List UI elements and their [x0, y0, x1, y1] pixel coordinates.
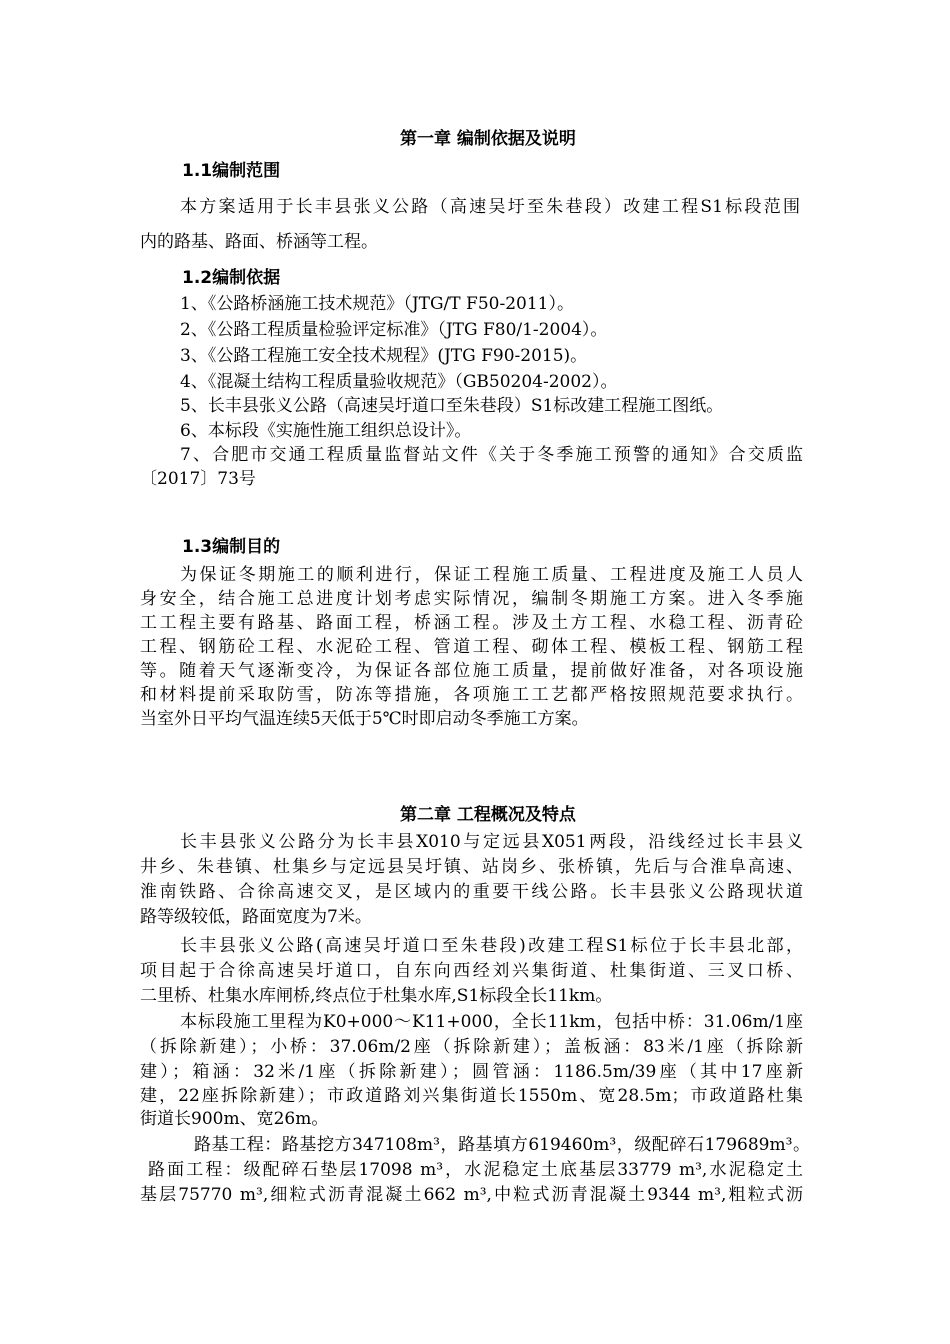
section-1-1-line-2: 内的路基、路面、桥涵等工程。: [140, 232, 378, 252]
quantities-line-3: 基层75770 m³,细粒式沥青混凝土662 m³,中粒式沥青混凝土9344 m³,粗粒式沥: [140, 1185, 803, 1205]
section-1-3-line-7: 当室外日平均气温连续5天低于5℃时即启动冬季施工方案。: [140, 709, 589, 729]
section-1-3-line-2: 身安全，结合施工总进度计划考虑实际情况，编制冬期施工方案。进入冬季施: [140, 589, 803, 609]
overview-p3-line-1: 本标段施工里程为K0+000～K11+000，全长11km，包括中桥：31.06m/1座: [180, 1012, 803, 1032]
overview-p2-line-1: 长丰县张义公路(高速吴圩道口至朱巷段)改建工程S1标位于长丰县北部，: [180, 936, 803, 956]
reference-item-5: 5、长丰县张义公路（高速吴圩道口至朱巷段）S1标改建工程施工图纸。: [180, 396, 724, 416]
overview-p1-line-2: 井乡、朱巷镇、杜集乡与定远县吴圩镇、站岗乡、张桥镇，先后与合淮阜高速、: [140, 857, 803, 877]
overview-p3-line-3: 建）；箱涵：32米/1座（拆除新建）；圆管涵：1186.5m/39座（其中17座新: [140, 1062, 803, 1082]
section-1-1-heading: 1.1编制范围: [182, 161, 281, 181]
section-1-3-heading: 1.3编制目的: [182, 537, 281, 557]
reference-item-1: 1、《公路桥涵施工技术规范》（JTG/T F50-2011）。: [180, 294, 574, 314]
section-1-3-line-3: 工工程主要有路基、路面工程，桥涵工程。涉及土方工程、水稳工程、沥青砼: [140, 613, 803, 633]
overview-p3-line-4: 建，22座拆除新建）；市政道路刘兴集街道长1550m、宽28.5m；市政道路杜集: [140, 1086, 803, 1106]
section-1-3-line-1: 为保证冬期施工的顺利进行，保证工程施工质量、工程进度及施工人员人: [180, 565, 803, 585]
reference-item-2: 2、《公路工程质量检验评定标准》（JTG F80/1-2004）。: [180, 320, 608, 340]
overview-p3-line-2: （拆除新建）；小桥：37.06m/2座（拆除新建）；盖板涵：83米/1座（拆除新: [140, 1037, 803, 1057]
section-1-3-line-6: 和材料提前采取防雪，防冻等措施，各项施工工艺都严格按照规范要求执行。: [140, 685, 803, 705]
section-1-3-line-4: 工程、钢筋砼工程、水泥砼工程、管道工程、砌体工程、模板工程、钢筋工程: [140, 637, 803, 657]
overview-p1-line-4: 路等级较低，路面宽度为7米。: [140, 907, 372, 927]
section-1-3-line-5: 等。随着天气逐渐变冷，为保证各部位施工质量，提前做好准备，对各项设施: [140, 661, 803, 681]
overview-p2-line-3: 二里桥、杜集水库闸桥,终点位于杜集水库,S1标段全长11km。: [140, 986, 613, 1006]
section-1-2-heading: 1.2编制依据: [182, 268, 281, 288]
overview-p3-line-5: 街道长900m、宽26m。: [140, 1109, 329, 1129]
quantities-line-2: 路面工程：级配碎石垫层17098 m³，水泥稳定土底基层33779 m³,水泥稳定土: [148, 1160, 803, 1180]
overview-p2-line-2: 项目起于合徐高速吴圩道口，自东向西经刘兴集街道、杜集街道、三叉口桥、: [140, 961, 803, 981]
reference-item-3: 3、《公路工程施工安全技术规程》(JTG F90-2015)。: [180, 346, 588, 366]
section-1-1-line-1: 本方案适用于长丰县张义公路（高速吴圩至朱巷段）改建工程S1标段范围: [180, 197, 800, 217]
reference-item-7: 7、合肥市交通工程质量监督站文件《关于冬季施工预警的通知》合交质监: [180, 445, 803, 465]
chapter-1-title: 第一章 编制依据及说明: [400, 129, 576, 149]
reference-item-4: 4、《混凝土结构工程质量验收规范》（GB50204-2002）。: [180, 372, 618, 392]
reference-item-7-cont: 〔2017〕73号: [140, 469, 256, 489]
quantities-line-1: 路基工程：路基挖方347108m³，路基填方619460m³，级配碎石179689m³。: [194, 1135, 810, 1155]
reference-item-6: 6、本标段《实施性施工组织总设计》。: [180, 421, 472, 441]
overview-p1-line-3: 淮南铁路、合徐高速交叉，是区域内的重要干线公路。长丰县张义公路现状道: [140, 882, 803, 902]
chapter-2-title: 第二章 工程概况及特点: [400, 805, 576, 825]
overview-p1-line-1: 长丰县张义公路分为长丰县X010与定远县X051两段，沿线经过长丰县义: [180, 832, 803, 852]
